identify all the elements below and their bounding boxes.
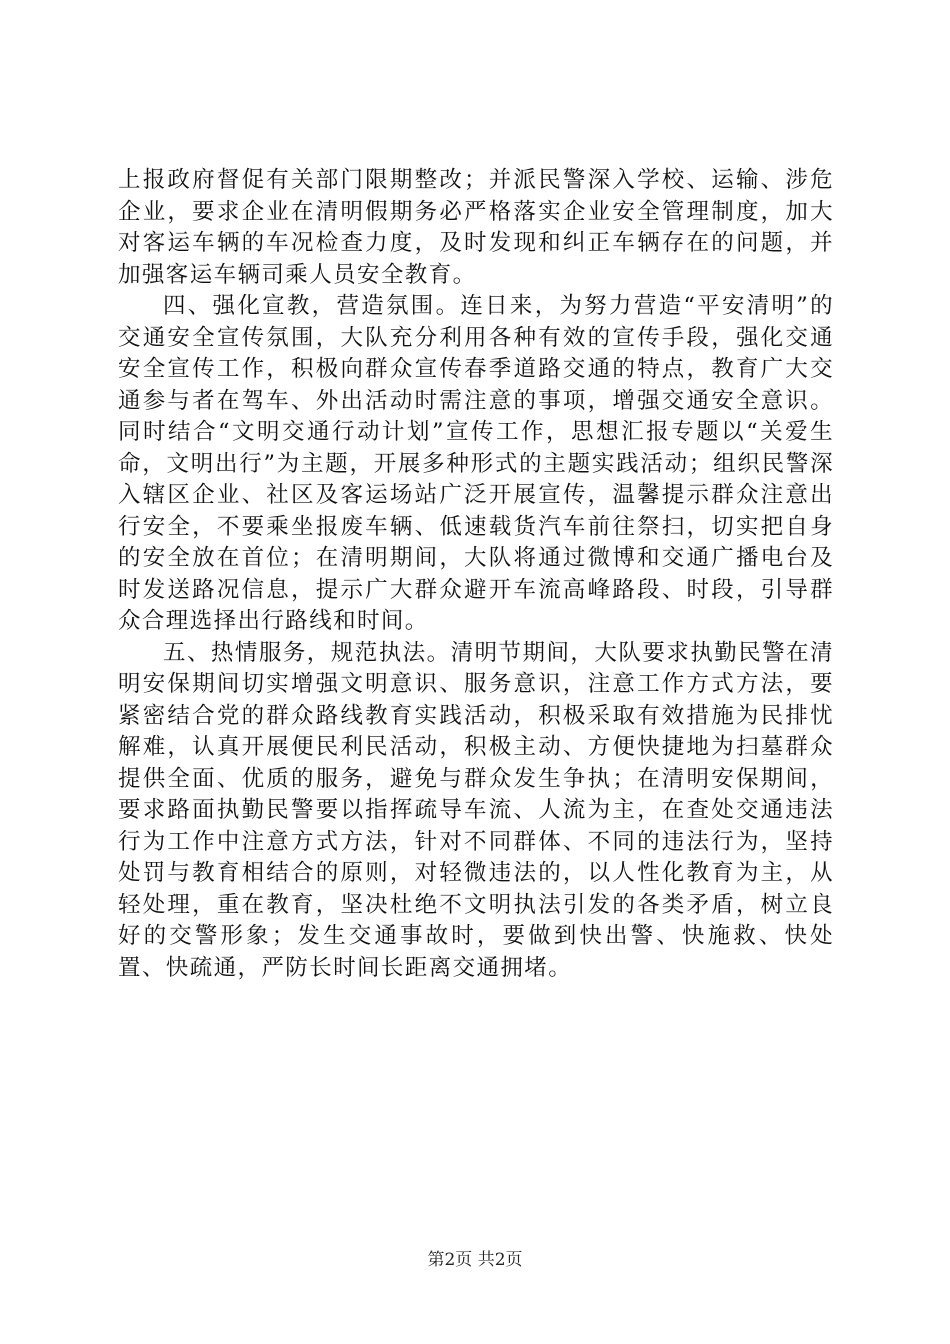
page-footer: 第2页 共2页 [427,1250,523,1270]
paragraph-service: 五、热情服务，规范执法。清明节期间，大队要求执勤民警在清明安保期间切实增强文明意识、服务意识，注意工作方式方法，要紧密结合党的群众路线教育实践活动，积极采取有效措施为民排忧解难，认真开展便民利民活动，积极主动、方便快捷地为扫墓群众提供全面、优质的服务，避免与群众发生争执；在清明安保期间，要求路面执勤民警要以指挥疏导车流、人流为主，在查处交通违法行为工作中注意方式方法，针对不同群体、不同的违法行为，坚持处罚与教育相结合的原则，对轻微违法的，以人性化教育为主，从轻处理，重在教育，坚决杜绝不文明执法引发的各类矛盾，树立良好的交警形象；发生交通事故时，要做到快出警、快施救、快处置、快疏通，严防长时间长距离交通拥堵。 [118,639,834,981]
document-body [118,165,834,984]
paragraph-continuation: 上报政府督促有关部门限期整改；并派民警深入学校、运输、涉危企业，要求企业在清明假期务必严格落实企业安全管理制度，加大对客运车辆的车况检查力度，及时发现和纠正车辆存在的问题，并加强客运车辆司乘人员安全教育。 [118,167,834,288]
paragraph-publicity: 四、强化宣教，营造氛围。连日来，为努力营造“平安清明”的交通安全宣传氛围，大队充分利用各种有效的宣传手段，强化交通安全宣传工作，积极向群众宣传春季道路交通的特点，教育广大交通参与者在驾车、外出活动时需注意的事项，增强交通安全意识。同时结合“文明交通行动计划”宣传工作，思想汇报专题以“关爱生命，文明出行”为主题，开展多种形式的主题实践活动；组织民警深入辖区企业、社区及客运场站广泛开展宣传，温馨提示群众注意出行安全，不要乘坐报废车辆、低速载货汽车前往祭扫，切实把自身的安全放在首位；在清明期间，大队将通过微博和交通广播电台及时发送路况信息，提示广大群众避开车流高峰路段、时段，引导群众合理选择出行路线和时间。 [118,293,834,634]
